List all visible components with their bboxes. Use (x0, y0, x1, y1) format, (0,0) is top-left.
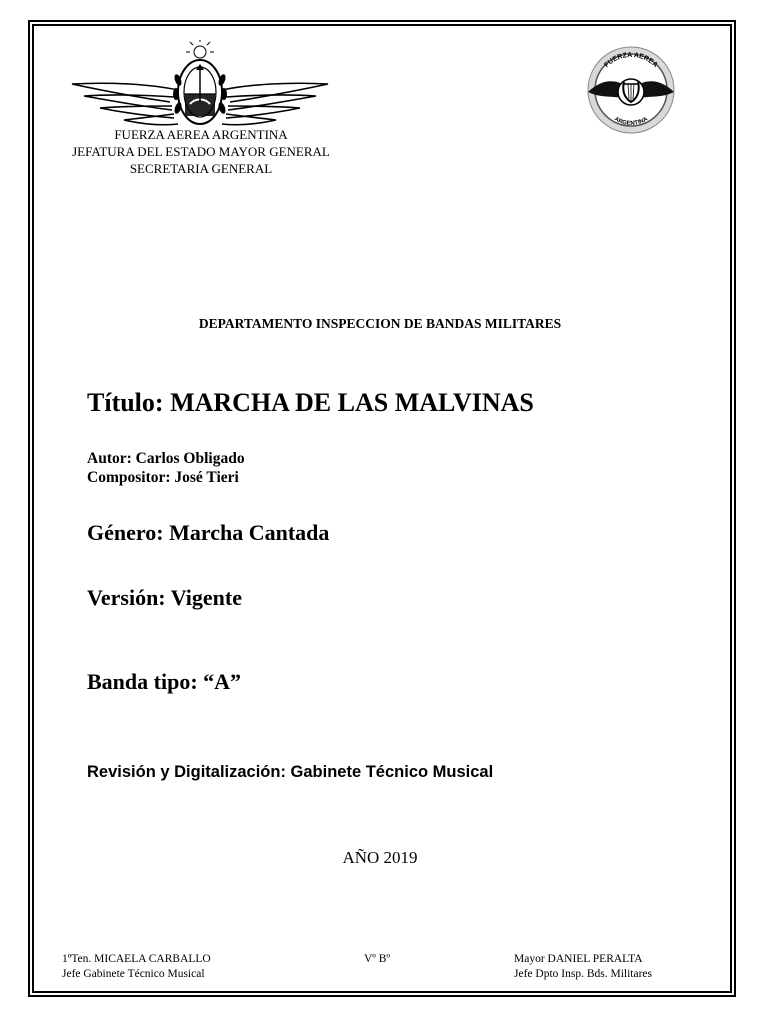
signature-right-name: Mayor DANIEL PERALTA (514, 953, 643, 965)
author-line: Autor: Carlos Obligado (87, 450, 245, 467)
document-title: Título: MARCHA DE LAS MALVINAS (87, 388, 534, 417)
header-line-3: SECRETARIA GENERAL (129, 161, 273, 176)
seal-top-text: FUERZA AEREA (603, 51, 659, 70)
header-line-1: FUERZA AEREA ARGENTINA (114, 127, 288, 142)
revision-line: Revisión y Digitalización: Gabinete Técnico Musical (87, 763, 494, 781)
air-force-band-seal-icon (580, 46, 682, 134)
composer-line: Compositor: José Tieri (87, 469, 239, 486)
signature-right-role: Jefe Dpto Insp. Bds. Militares (514, 968, 652, 980)
signature-right (514, 952, 652, 982)
year-line: AÑO 2019 (342, 848, 418, 867)
header-line-2: JEFATURA DEL ESTADO MAYOR GENERAL (72, 144, 330, 159)
signature-left-role: Jefe Gabinete Técnico Musical (62, 968, 205, 980)
credits-block (87, 449, 245, 487)
signature-left (62, 952, 211, 982)
band-type-line: Banda tipo: “A” (87, 669, 242, 694)
department-heading: DEPARTAMENTO INSPECCION DE BANDAS MILITARES (198, 316, 562, 331)
genre-line: Género: Marcha Cantada (87, 520, 330, 545)
institution-header (40, 126, 362, 177)
seal-bottom-text: ARGENTINA (613, 116, 649, 127)
signature-approval: Vº Bº (364, 953, 390, 965)
air-force-wings-emblem-icon (70, 40, 330, 130)
signature-left-name: 1ºTen. MICAELA CARBALLO (62, 953, 211, 965)
version-line: Versión: Vigente (87, 585, 243, 610)
